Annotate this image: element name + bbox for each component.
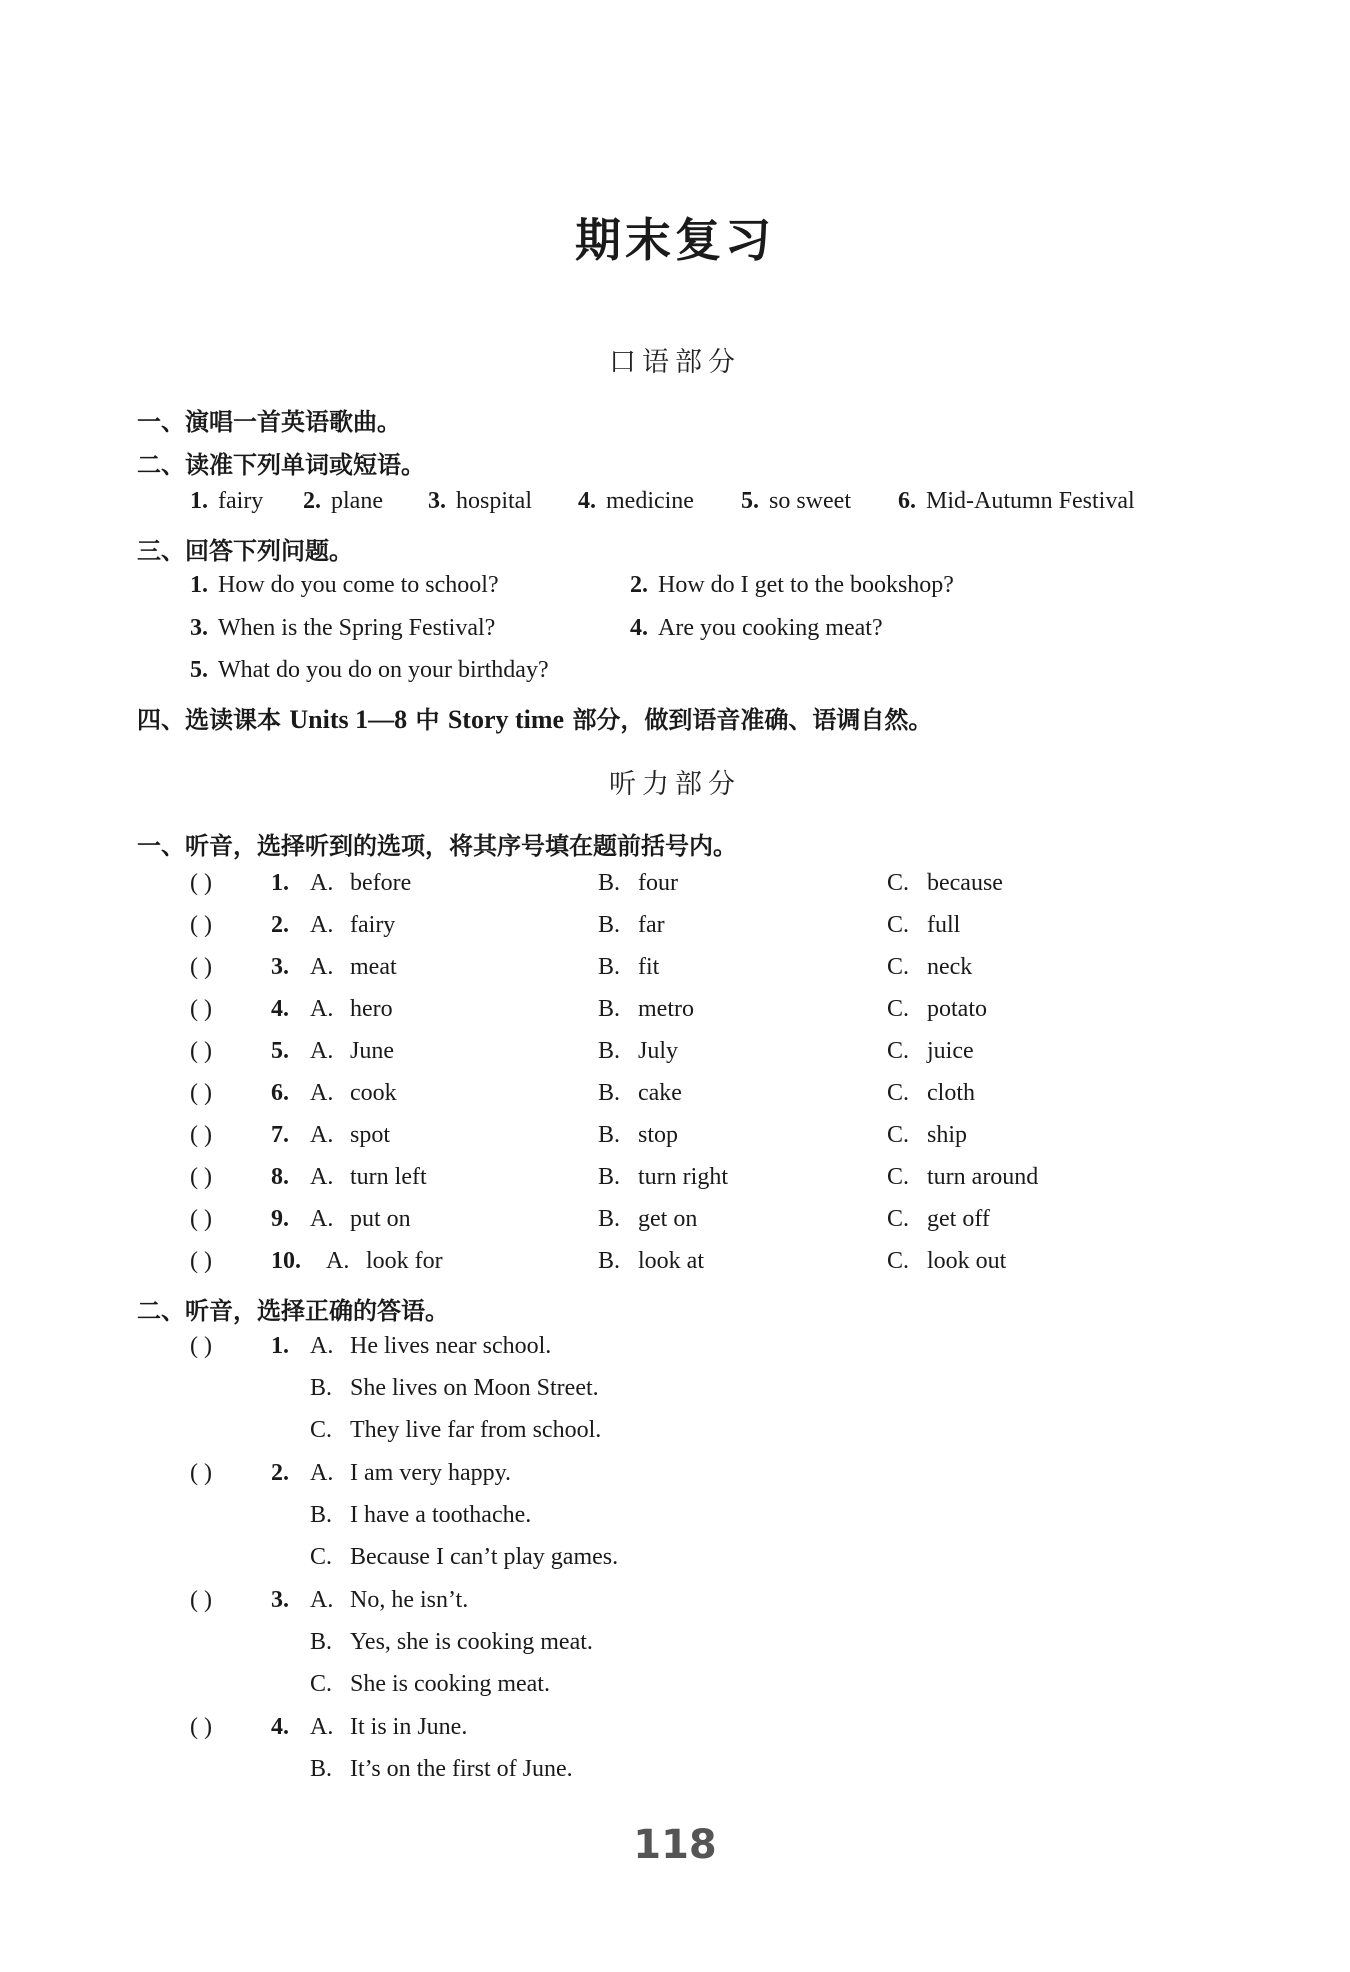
option-a: A. fairy — [310, 912, 396, 938]
option-a: A. hero — [310, 996, 393, 1022]
listening-section-title: 听力部分 — [609, 769, 741, 800]
answer-blank[interactable]: ( ) — [190, 996, 212, 1022]
answer-blank[interactable]: ( ) — [190, 1080, 212, 1106]
option-c: C. full — [887, 912, 961, 938]
question-number: 5. — [271, 1038, 289, 1064]
question-number: 4. — [271, 1714, 289, 1740]
option-a: A. I am very happy. — [310, 1460, 512, 1486]
option-b: B. cake — [598, 1080, 682, 1106]
question-item: 2. How do I get to the bookshop? — [630, 572, 954, 598]
answer-blank[interactable]: ( ) — [190, 1248, 212, 1274]
question-number: 10. — [271, 1248, 301, 1274]
answer-blank[interactable]: ( ) — [190, 1038, 212, 1064]
question-number: 9. — [271, 1206, 289, 1232]
question-number: 1. — [271, 1333, 289, 1359]
option-c: C. cloth — [887, 1080, 975, 1106]
option-c: C. They live far from school. — [310, 1417, 602, 1443]
option-c: C. ship — [887, 1122, 968, 1148]
option-b: B. It’s on the first of June. — [310, 1756, 573, 1782]
answer-blank[interactable]: ( ) — [190, 1587, 212, 1613]
option-a: A. It is in June. — [310, 1714, 468, 1740]
answer-blank[interactable]: ( ) — [190, 1164, 212, 1190]
word-item: 3. hospital — [428, 488, 532, 514]
word-item: 2. plane — [303, 488, 383, 514]
option-b: B. metro — [598, 996, 694, 1022]
option-c: C. potato — [887, 996, 987, 1022]
option-a: A. before — [310, 870, 412, 896]
question-number: 1. — [271, 870, 289, 896]
question-number: 4. — [271, 996, 289, 1022]
option-c: C. Because I can’t play games. — [310, 1544, 619, 1570]
oral-q2: 二、读准下列单词或短语。 — [137, 451, 425, 479]
answer-blank[interactable]: ( ) — [190, 1122, 212, 1148]
option-b: B. She lives on Moon Street. — [310, 1375, 599, 1401]
answer-blank[interactable]: ( ) — [190, 1714, 212, 1740]
answer-blank[interactable]: ( ) — [190, 1333, 212, 1359]
option-b: B. get on — [598, 1206, 698, 1232]
option-a: A. cook — [310, 1080, 397, 1106]
listening-part1-heading: 一、听音，选择听到的选项，将其序号填在题前括号内。 — [137, 832, 737, 860]
oral-q3: 三、回答下列问题。 — [137, 537, 353, 565]
word-item: 1. fairy — [190, 488, 264, 514]
question-item: 1. How do you come to school? — [190, 572, 499, 598]
option-b: B. four — [598, 870, 678, 896]
answer-blank[interactable]: ( ) — [190, 1460, 212, 1486]
question-number: 8. — [271, 1164, 289, 1190]
page-number: 118 — [633, 1822, 717, 1868]
listening-part2-heading: 二、听音，选择正确的答语。 — [137, 1297, 449, 1325]
option-c: C. get off — [887, 1206, 990, 1232]
option-a: A. meat — [310, 954, 397, 980]
question-item: 3. When is the Spring Festival? — [190, 615, 496, 641]
question-number: 7. — [271, 1122, 289, 1148]
option-a: A. put on — [310, 1206, 411, 1232]
option-b: B. turn right — [598, 1164, 728, 1190]
option-b: B. Yes, she is cooking meat. — [310, 1629, 593, 1655]
word-item: 5. so sweet — [741, 488, 851, 514]
question-item: 4. Are you cooking meat? — [630, 615, 883, 641]
answer-blank[interactable]: ( ) — [190, 954, 212, 980]
option-b: B. stop — [598, 1122, 679, 1148]
answer-blank[interactable]: ( ) — [190, 1206, 212, 1232]
option-c: C. because — [887, 870, 1003, 896]
word-item: 4. medicine — [578, 488, 694, 514]
option-b: B. fit — [598, 954, 660, 980]
question-item: 5. What do you do on your birthday? — [190, 657, 549, 683]
answer-blank[interactable]: ( ) — [190, 870, 212, 896]
option-c: C. turn around — [887, 1164, 1039, 1190]
question-number: 3. — [271, 954, 289, 980]
option-c: C. juice — [887, 1038, 974, 1064]
page-title: 期末复习 — [575, 213, 775, 267]
option-b: B. look at — [598, 1248, 704, 1274]
oral-section-title: 口语部分 — [609, 347, 741, 378]
question-number: 6. — [271, 1080, 289, 1106]
option-c: C. look out — [887, 1248, 1007, 1274]
option-b: B. July — [598, 1038, 679, 1064]
word-item: 6. Mid-Autumn Festival — [898, 488, 1135, 514]
question-number: 3. — [271, 1587, 289, 1613]
option-a: A. look for — [326, 1248, 443, 1274]
option-a: A. turn left — [310, 1164, 427, 1190]
oral-q1: 一、演唱一首英语歌曲。 — [137, 408, 401, 436]
oral-q4: 四、选读课本 Units 1—8 中 Story time 部分，做到语音准确、语调自然。 — [137, 705, 933, 734]
option-b: B. far — [598, 912, 665, 938]
option-a: A. June — [310, 1038, 394, 1064]
option-c: C. She is cooking meat. — [310, 1671, 550, 1697]
option-c: C. neck — [887, 954, 973, 980]
option-a: A. He lives near school. — [310, 1333, 552, 1359]
option-a: A. No, he isn’t. — [310, 1587, 469, 1613]
option-b: B. I have a toothache. — [310, 1502, 532, 1528]
question-number: 2. — [271, 912, 289, 938]
option-a: A. spot — [310, 1122, 391, 1148]
question-number: 2. — [271, 1460, 289, 1486]
answer-blank[interactable]: ( ) — [190, 912, 212, 938]
